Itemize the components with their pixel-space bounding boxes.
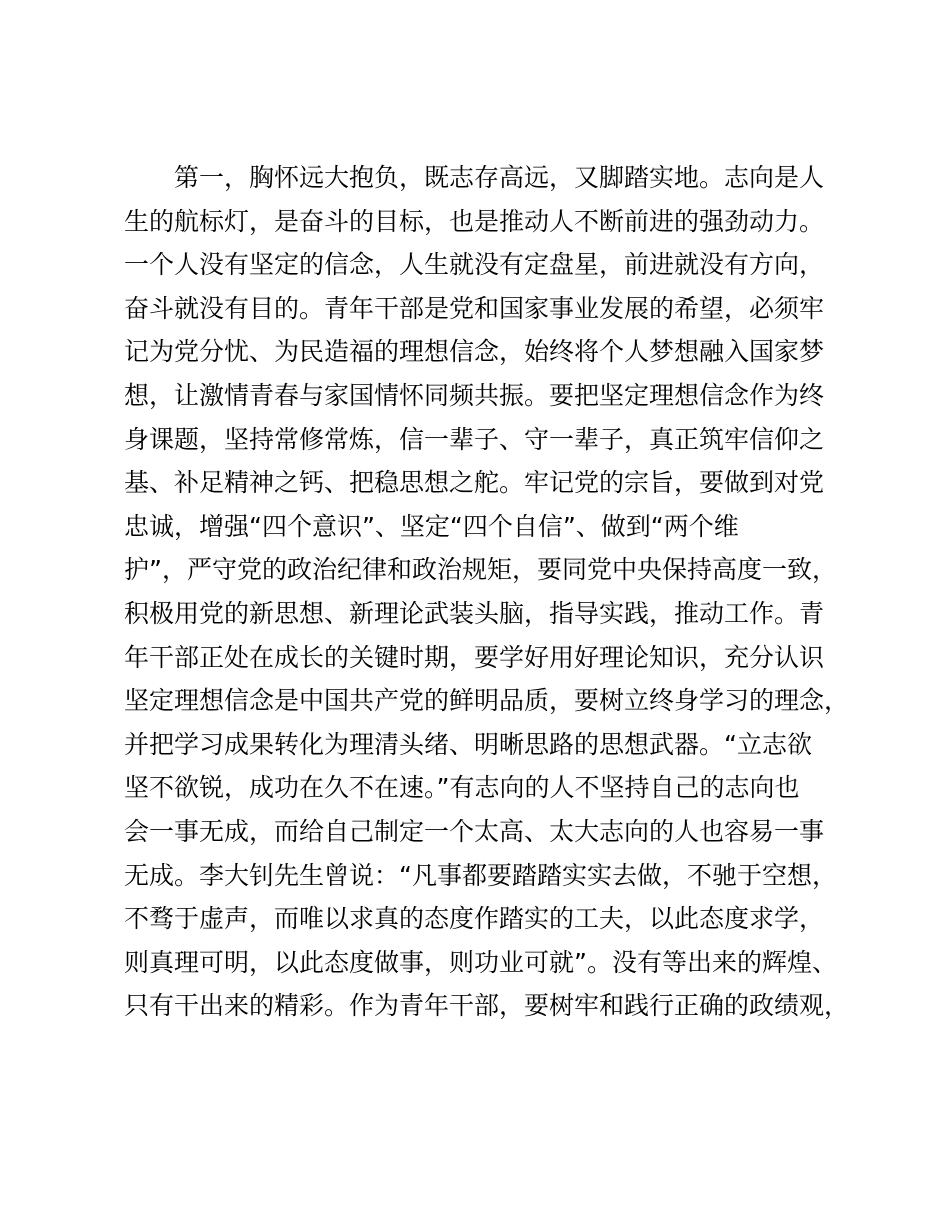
text-line: 无成。李大钊先生曾说：“凡事都要踏踏实实去做，不驰于空想， [124,860,837,890]
text-line: 忠诚，增强“四个意识”、坚定“四个自信”、做到“两个维 [124,511,739,541]
text-line: 不骛于虚声，而唯以求真的态度作踏实的工夫，以此态度求学， [124,904,825,934]
body-paragraph [124,156,850,1028]
text-line: 坚不欲锐，成功在久不在速。”有志向的人不坚持自己的志向也 [124,773,800,803]
text-line: 一个人没有坚定的信念，人生就没有定盘星，前进就没有方向， [124,250,825,280]
text-line: 坚定理想信念是中国共产党的鲜明品质，要树立终身学习的理念， [124,686,850,716]
text-line: 基、补足精神之钙、把稳思想之舵。牢记党的宗旨，要做到对党 [124,468,825,498]
text-line: 生的航标灯，是奋斗的目标，也是推动人不断前进的强劲动力。 [124,206,825,236]
text-line: 则真理可明，以此态度做事，则功业可就”。没有等出来的辉煌、 [124,947,837,977]
text-line: 只有干出来的精彩。作为青年干部，要树牢和践行正确的政绩观， [124,991,850,1021]
text-line: 想，让激情青春与家国情怀同频共振。要把坚定理想信念作为终 [124,380,825,410]
text-line: 奋斗就没有目的。青年干部是党和国家事业发展的希望，必须牢 [124,293,825,323]
text-line: 记为党分忧、为民造福的理想信念，始终将个人梦想融入国家梦 [124,337,825,367]
text-line: 第一，胸怀远大抱负，既志存高远，又脚踏实地。志向是人 [174,163,825,192]
text-line: 身课题，坚持常修常炼，信一辈子、守一辈子，真正筑牢信仰之 [124,424,825,454]
text-line: 并把学习成果转化为理清头绪、明晰思路的思想武器。“立志欲 [124,729,812,759]
text-line: 会一事无成，而给自己制定一个太高、太大志向的人也容易一事 [124,816,825,846]
text-line: 护”，严守党的政治纪律和政治规矩，要同党中央保持高度一致， [124,555,837,585]
text-line: 年干部正处在成长的关键时期，要学好用好理论知识，充分认识 [124,642,825,672]
text-line: 积极用党的新思想、新理论武装头脑，指导实践，推动工作。青 [124,598,825,628]
